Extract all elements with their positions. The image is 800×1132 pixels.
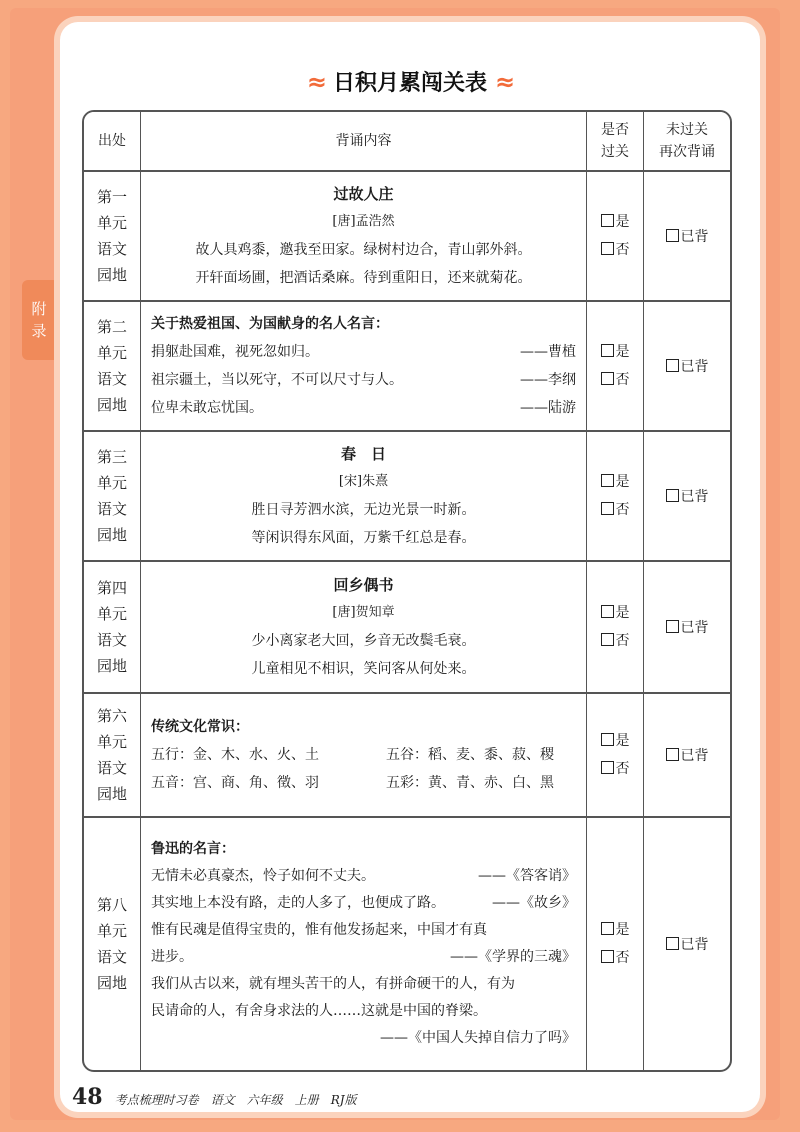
pass-cell [587, 694, 644, 818]
row-content [141, 562, 587, 694]
no-checkbox[interactable] [587, 627, 643, 655]
row-content [141, 172, 587, 302]
pass-cell [587, 302, 644, 432]
row-content [141, 432, 587, 562]
source-line: 第六 [96, 707, 127, 725]
checkbox-icon [601, 733, 614, 746]
source-line: 园地 [96, 657, 127, 675]
appendix-tab-char: 附 [31, 300, 47, 318]
volume: 上册 [294, 1093, 319, 1107]
source-line: 园地 [96, 785, 127, 803]
quote-text: 位卑未敢忘忧国。 [151, 400, 263, 416]
poem-title: 春 日 [340, 445, 386, 463]
checkbox-icon [601, 605, 614, 618]
source-line: 语文 [96, 240, 127, 258]
done-checkbox[interactable] [644, 486, 730, 506]
row-source [84, 432, 141, 562]
poem-line: 儿童相见不相识，笑问客从何处来。 [251, 661, 476, 677]
source-line: 单元 [96, 344, 127, 362]
header-retry-line: 再次背诵 [659, 144, 715, 160]
section-heading: 鲁迅的名言： [151, 841, 235, 857]
source-line: 园地 [96, 526, 127, 544]
checkbox-icon [666, 489, 679, 502]
knowledge-grid [151, 741, 576, 797]
source-line: 单元 [96, 733, 127, 751]
source-line: 园地 [96, 396, 127, 414]
checkbox-icon [601, 372, 614, 385]
quote-text: 民请命的人，有舍身求法的人……这就是中国的脊梁。 [151, 1003, 487, 1019]
source-line: 第二 [96, 318, 127, 336]
knowledge-item: 五行：金、木、水、火、土 [151, 747, 319, 763]
source-line: 第一 [96, 188, 127, 206]
checkbox-icon [666, 620, 679, 633]
retry-cell [644, 694, 730, 818]
checkbox-label: 是 [615, 344, 630, 360]
section-heading: 关于热爱祖国、为国献身的名人名言： [151, 316, 389, 332]
done-checkbox[interactable] [644, 745, 730, 765]
table-header-row [84, 112, 730, 172]
yes-checkbox[interactable] [587, 599, 643, 627]
yes-checkbox[interactable] [587, 916, 643, 944]
checkbox-icon [666, 748, 679, 761]
table-row [84, 432, 730, 562]
table-row [84, 818, 730, 1070]
poem-author: [唐]孟浩然 [332, 214, 395, 229]
row-source [84, 562, 141, 694]
source-line: 园地 [96, 266, 127, 284]
wave-icon: ≈ [306, 67, 325, 96]
pass-cell [587, 818, 644, 1070]
checkbox-label: 已背 [680, 229, 709, 245]
table-row [84, 562, 730, 694]
subject: 语文 [210, 1093, 235, 1107]
quote [151, 944, 576, 971]
knowledge-item: 五谷：稻、麦、黍、菽、稷 [386, 747, 554, 763]
checkbox-label: 已背 [680, 748, 709, 764]
header-pass-line: 过关 [601, 144, 629, 160]
source-line: 单元 [96, 474, 127, 492]
table-row [84, 302, 730, 432]
yes-checkbox[interactable] [587, 208, 643, 236]
book-name: 考点梳理时习卷 [114, 1093, 199, 1107]
quote-text: 捐躯赴国难，视死忽如归。 [151, 344, 319, 360]
grade: 六年级 [246, 1093, 283, 1107]
header-source: 出处 [84, 112, 141, 172]
row-source [84, 818, 141, 1070]
quote [151, 890, 576, 917]
appendix-tab[interactable] [22, 280, 56, 360]
quote-source: ——《中国人失掉自信力了吗》 [380, 1030, 576, 1046]
checkbox-icon [666, 937, 679, 950]
header-content: 背诵内容 [141, 112, 587, 172]
header-retry-line: 未过关 [666, 122, 708, 138]
source-line: 语文 [96, 948, 127, 966]
no-checkbox[interactable] [587, 944, 643, 972]
no-checkbox[interactable] [587, 236, 643, 264]
quote-source: ——陆游 [520, 400, 576, 416]
yes-checkbox[interactable] [587, 727, 643, 755]
quote-source: ——《故乡》 [492, 895, 576, 911]
recitation-table [82, 110, 732, 1072]
retry-cell [644, 432, 730, 562]
checkbox-label: 是 [615, 605, 630, 621]
checkbox-icon [601, 502, 614, 515]
table-row [84, 694, 730, 818]
header-pass-line: 是否 [601, 122, 629, 138]
row-content [141, 302, 587, 432]
checkbox-label: 是 [615, 922, 630, 938]
checkbox-label: 已背 [680, 937, 709, 953]
appendix-tab-char: 录 [31, 322, 47, 340]
retry-cell [644, 302, 730, 432]
poem-line: 少小离家老大回，乡音无改鬓毛衰。 [251, 633, 476, 649]
quote [151, 338, 576, 366]
quote-source: ——《答客诮》 [478, 868, 576, 884]
source-line: 第四 [96, 579, 127, 597]
checkbox-label: 是 [615, 733, 630, 749]
no-checkbox[interactable] [587, 366, 643, 394]
quote-source: ——曹植 [520, 344, 576, 360]
wave-icon: ≈ [495, 67, 514, 96]
source-line: 语文 [96, 631, 127, 649]
checkbox-label: 否 [615, 633, 630, 649]
source-line: 园地 [96, 974, 127, 992]
row-source [84, 172, 141, 302]
header-pass [587, 112, 644, 172]
source-line: 第八 [96, 896, 127, 914]
quote [151, 366, 576, 394]
row-source [84, 302, 141, 432]
checkbox-label: 否 [615, 372, 630, 388]
source-line: 单元 [96, 922, 127, 940]
checkbox-label: 否 [615, 950, 630, 966]
source-line: 第三 [96, 448, 127, 466]
checkbox-label: 已背 [680, 620, 709, 636]
checkbox-label: 是 [615, 214, 630, 230]
poem-title: 回乡偶书 [333, 576, 394, 594]
checkbox-icon [601, 214, 614, 227]
source-line: 语文 [96, 370, 127, 388]
edition: RJ版 [330, 1093, 357, 1107]
checkbox-icon [666, 359, 679, 372]
checkbox-label: 已背 [680, 489, 709, 505]
poem-author: [唐]贺知章 [332, 605, 395, 620]
checkbox-icon [601, 922, 614, 935]
checkbox-icon [601, 242, 614, 255]
retry-cell [644, 818, 730, 1070]
source-line: 单元 [96, 214, 127, 232]
done-checkbox[interactable] [644, 934, 730, 954]
retry-cell [644, 562, 730, 694]
done-checkbox[interactable] [644, 356, 730, 376]
table-row [84, 172, 730, 302]
checkbox-icon [601, 950, 614, 963]
done-checkbox[interactable] [644, 226, 730, 246]
checkbox-label: 否 [615, 502, 630, 518]
page-title [60, 66, 760, 97]
header-retry [644, 112, 730, 172]
row-content [141, 694, 587, 818]
quote-text: 进步。 [151, 949, 193, 965]
checkbox-icon [601, 344, 614, 357]
pass-cell [587, 172, 644, 302]
poem-line: 开轩面场圃，把酒话桑麻。待到重阳日，还来就菊花。 [195, 270, 532, 286]
row-source [84, 694, 141, 818]
checkbox-icon [601, 474, 614, 487]
retry-cell [644, 172, 730, 302]
source-line: 单元 [96, 605, 127, 623]
source-line: 语文 [96, 500, 127, 518]
pass-cell [587, 432, 644, 562]
quote-text: 惟有民魂是值得宝贵的，惟有他发扬起来，中国才有真 [151, 922, 487, 938]
page-number: 48 [72, 1084, 103, 1110]
poem-line: 胜日寻芳泗水滨，无边光景一时新。 [251, 502, 476, 518]
poem-line: 等闲识得东风面，万紫千红总是春。 [251, 530, 476, 546]
checkbox-label: 否 [615, 761, 630, 777]
row-content [141, 818, 587, 1070]
poem-title: 过故人庄 [333, 185, 394, 203]
checkbox-icon [601, 761, 614, 774]
done-checkbox[interactable] [644, 617, 730, 637]
checkbox-label: 已背 [680, 359, 709, 375]
yes-checkbox[interactable] [587, 468, 643, 496]
poem-author: [宋]朱熹 [338, 474, 389, 489]
page-footer [72, 1084, 357, 1110]
knowledge-item: 五音：宫、商、角、徵、羽 [151, 775, 319, 791]
quote [151, 863, 576, 890]
pass-cell [587, 562, 644, 694]
checkbox-icon [666, 229, 679, 242]
quote-text: 无情未必真豪杰，怜子如何不丈夫。 [151, 868, 375, 884]
no-checkbox[interactable] [587, 496, 643, 524]
yes-checkbox[interactable] [587, 338, 643, 366]
quote-source: ——《学界的三魂》 [450, 949, 576, 965]
knowledge-item: 五彩：黄、青、赤、白、黑 [386, 775, 554, 791]
checkbox-label: 否 [615, 242, 630, 258]
source-line: 语文 [96, 759, 127, 777]
quote [151, 394, 576, 422]
worksheet-page [60, 22, 760, 1112]
quote-text: 其实地上本没有路，走的人多了，也便成了路。 [151, 895, 445, 911]
checkbox-icon [601, 633, 614, 646]
page-title-text: 日积月累闯关表 [332, 71, 487, 96]
no-checkbox[interactable] [587, 755, 643, 783]
quote-source: ——李纲 [520, 372, 576, 388]
quote-text: 我们从古以来，就有埋头苦干的人，有拼命硬干的人，有为 [151, 976, 515, 992]
section-heading: 传统文化常识： [151, 719, 249, 735]
poem-line: 故人具鸡黍，邀我至田家。绿树村边合，青山郭外斜。 [195, 242, 532, 258]
quote-text: 祖宗疆土，当以死守，不可以尺寸与人。 [151, 372, 403, 388]
checkbox-label: 是 [615, 474, 630, 490]
